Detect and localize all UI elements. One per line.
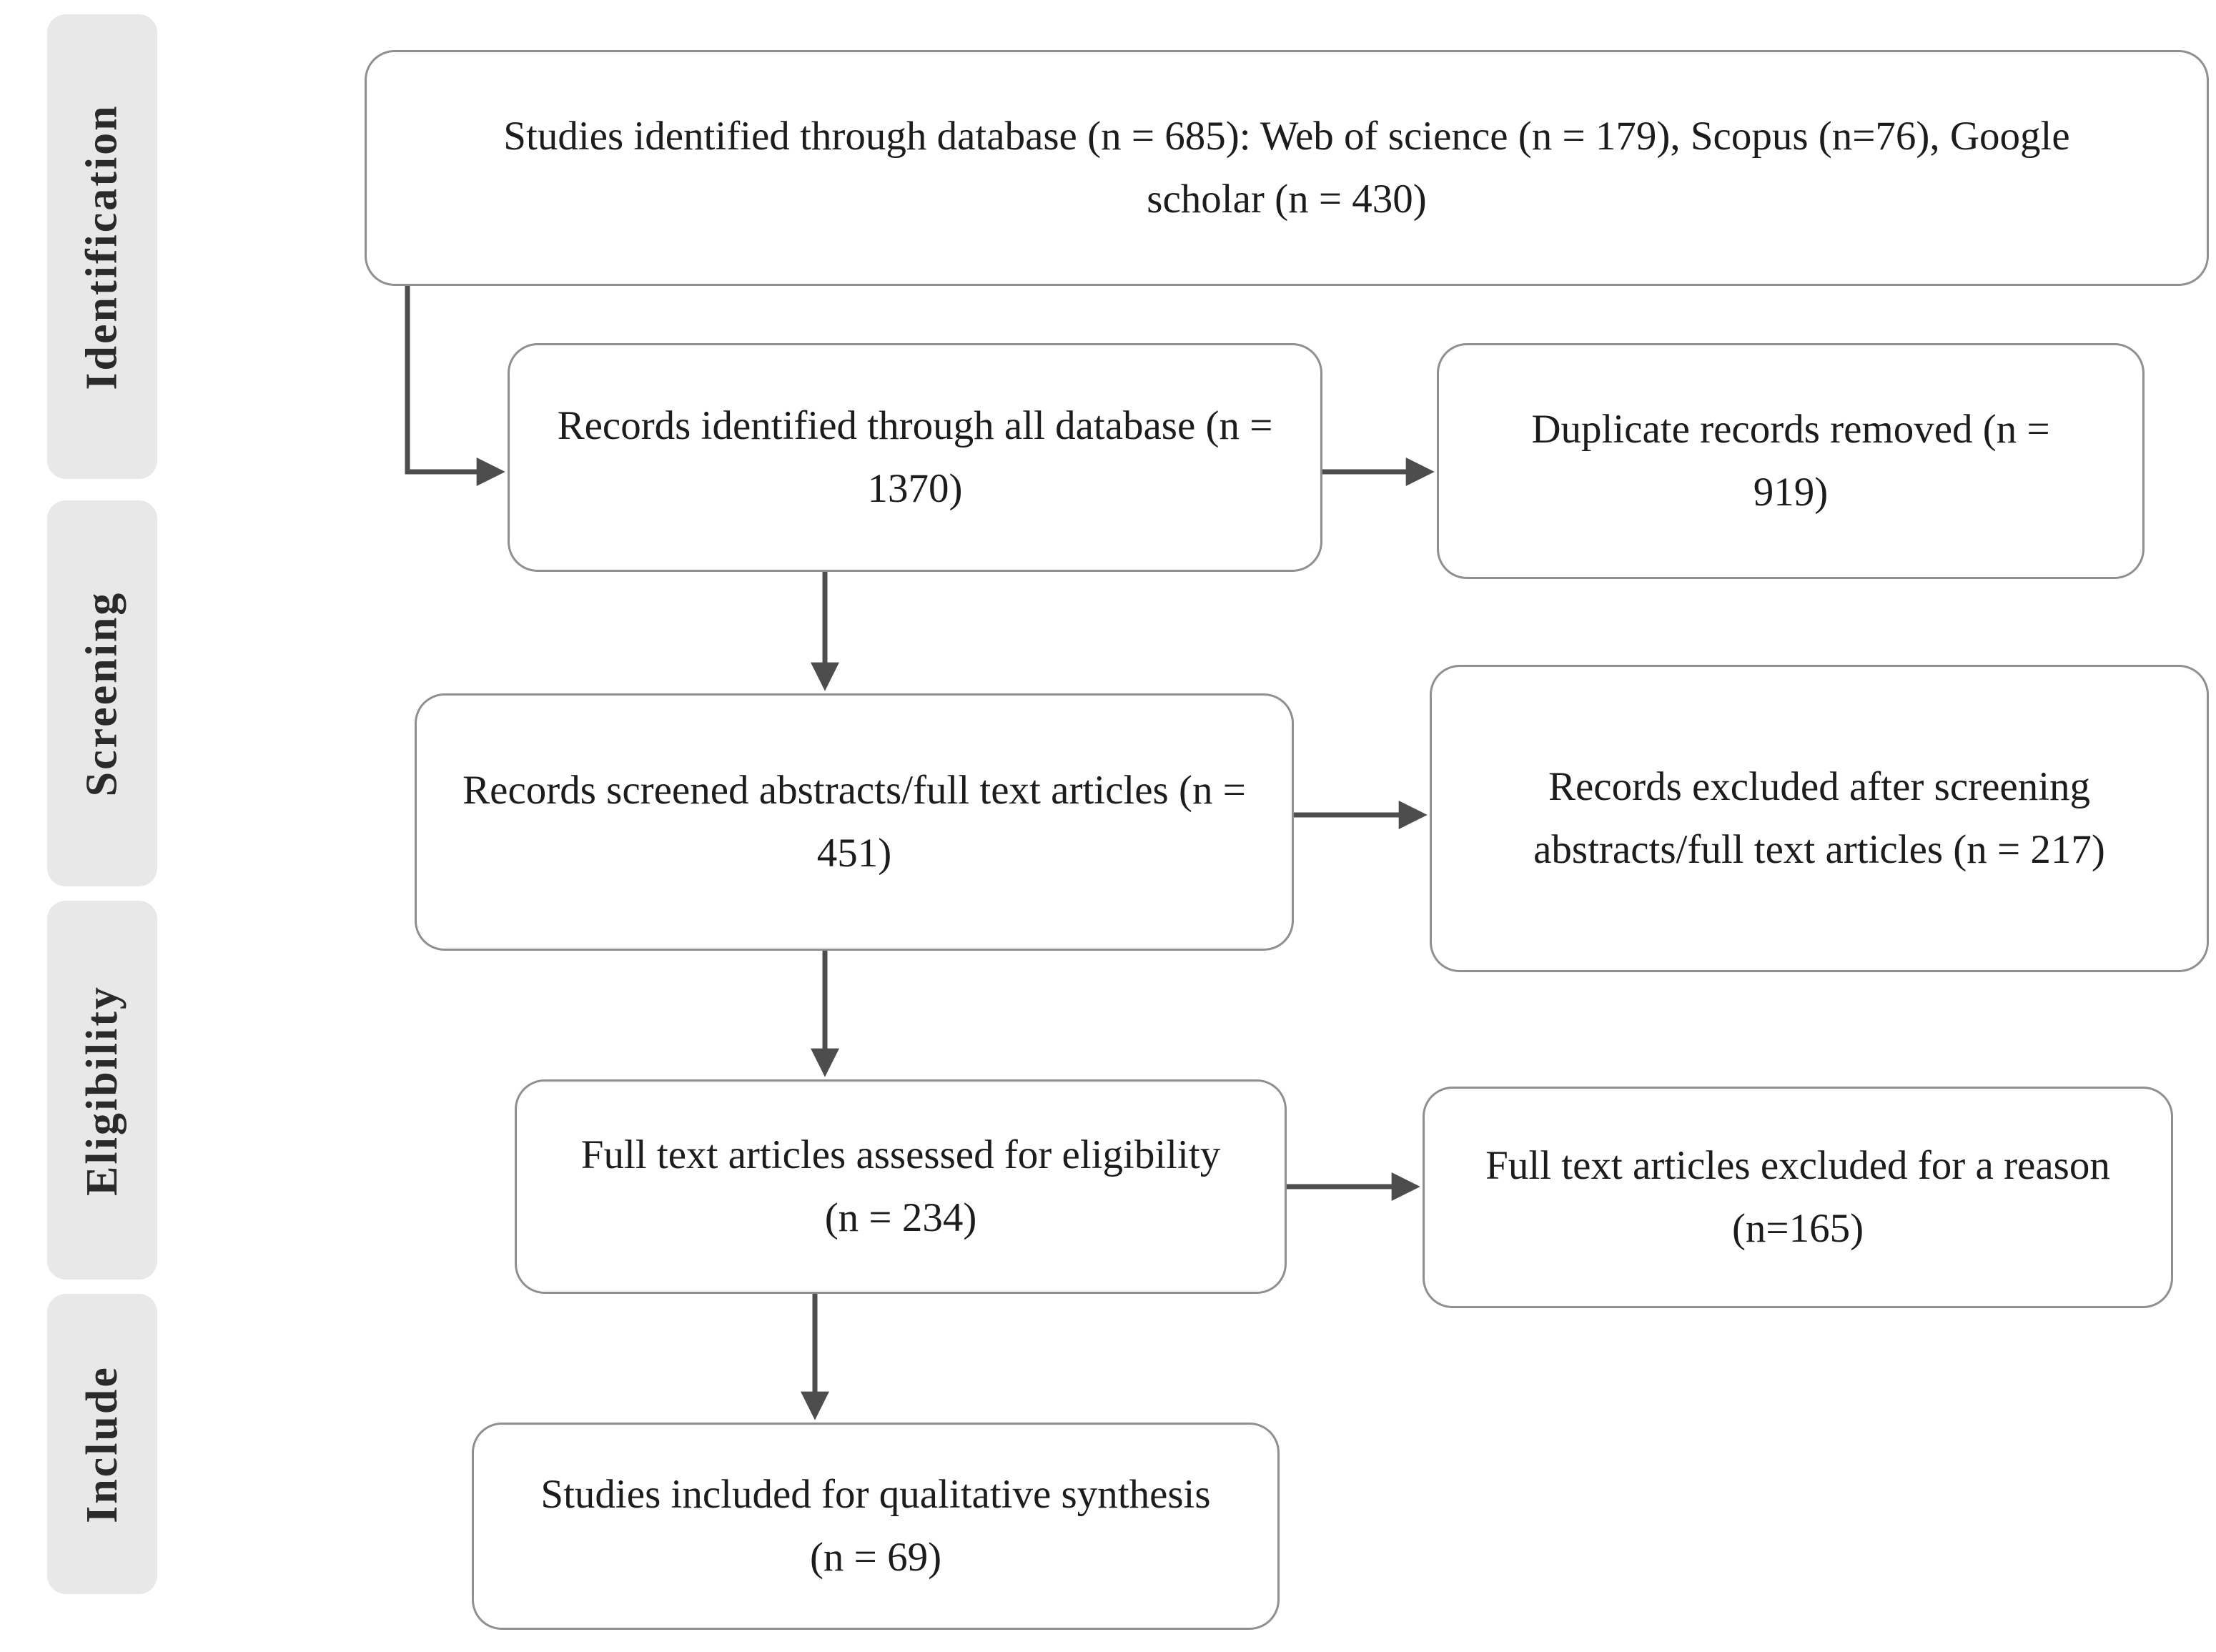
box-studies-identified-database [365,50,2209,286]
stage-label-text: Eligibility [77,984,127,1196]
stage-label-text: Include [77,1365,127,1523]
box-fulltext-excluded-reason [1423,1087,2173,1308]
stage-label-eligibility [47,901,157,1280]
stage-label-identification [47,14,157,479]
box-records-identified-all-database [508,343,1322,572]
box-records-excluded-after-screening [1430,665,2209,972]
arrow-top-to-records [407,286,500,472]
box-text: Records excluded after screening abstracts/full text articles (n = 217) [1533,763,2105,872]
box-text: Studies included for qualitative synthesis (n = 69) [540,1471,1211,1580]
box-text: Studies identified through database (n = 685): Web of science (n = 179), Scopus (n=76), Google scholar (n = 430) [503,113,2070,222]
box-text: Full text articles excluded for a reason (n=165) [1485,1142,2110,1251]
stage-label-include [47,1294,157,1594]
box-studies-included-qualitative-synthesis [472,1423,1280,1630]
box-text: Full text articles assessed for eligibility (n = 234) [580,1132,1221,1240]
stage-label-text: Screening [77,590,127,796]
stage-label-screening [47,500,157,886]
box-fulltext-assessed-eligibility [515,1079,1287,1294]
box-text: Duplicate records removed (n = 919) [1531,406,2050,515]
box-text: Records identified through all database (n = 1370) [557,402,1273,511]
box-records-screened [415,693,1294,951]
box-duplicate-records-removed [1437,343,2145,579]
stage-label-text: Identification [77,103,127,390]
box-text: Records screened abstracts/full text articles (n = 451) [463,767,1246,876]
